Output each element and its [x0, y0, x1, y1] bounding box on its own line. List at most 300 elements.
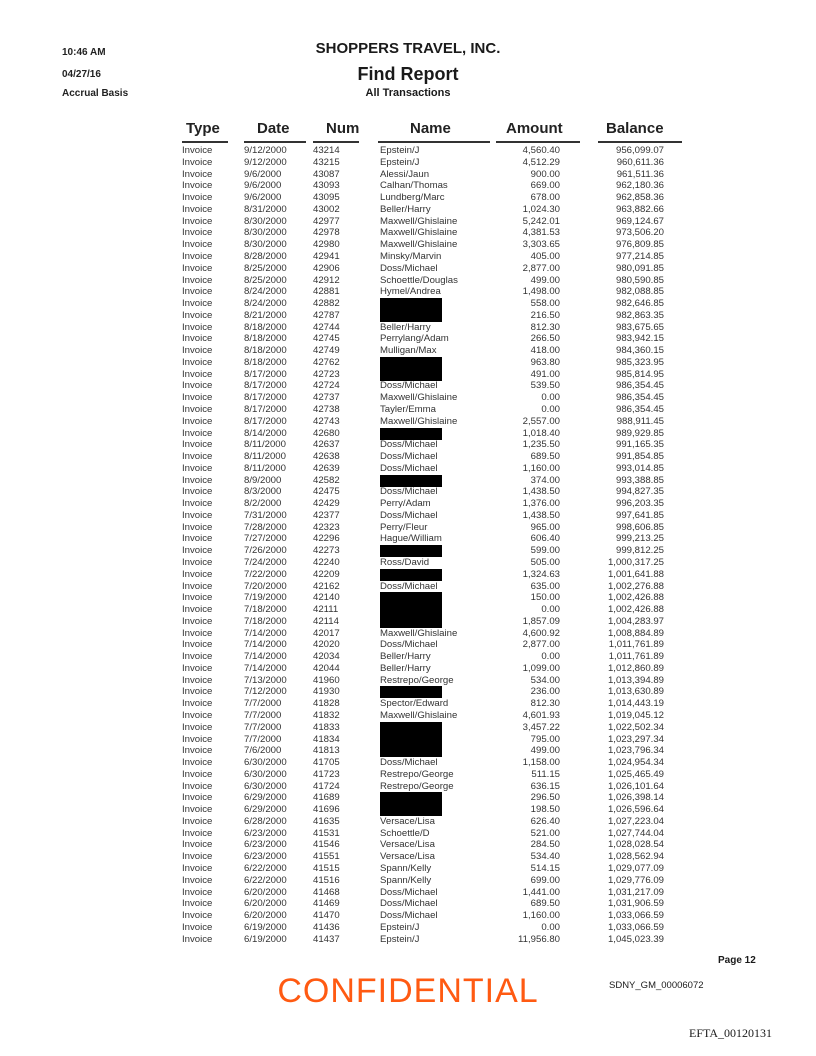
cell-type: Invoice	[182, 345, 213, 357]
cell-num: 41515	[313, 863, 340, 874]
cell-date: 8/11/2000	[244, 439, 286, 451]
cell-date: 8/28/2000	[244, 250, 287, 262]
cell-date: 6/28/2000	[244, 815, 287, 827]
cell-type: Invoice	[182, 286, 213, 298]
cell-num: 41832	[313, 710, 340, 721]
cell-amount: 900.00	[530, 168, 560, 180]
cell-date: 8/24/2000	[244, 286, 287, 298]
cell-num: 41834	[313, 733, 340, 745]
cell-date: 8/3/2000	[244, 486, 282, 498]
cell-amount: 2,877.00	[522, 262, 560, 274]
cell-type: Invoice	[182, 356, 213, 368]
redaction-box	[380, 616, 442, 628]
cell-num: 42240	[313, 557, 340, 568]
cell-type: Invoice	[182, 545, 213, 557]
table-row	[0, 322, 816, 333]
cell-name: Doss/Michael	[380, 462, 438, 474]
cell-date: 8/18/2000	[244, 345, 287, 357]
cell-balance: 984,360.15	[615, 345, 664, 357]
header-rule-type	[182, 141, 228, 143]
cell-num: 43214	[313, 145, 340, 156]
cell-balance: 985,814.95	[615, 368, 664, 380]
cell-type: Invoice	[182, 780, 213, 792]
cell-type: Invoice	[182, 156, 213, 168]
cell-balance: 1,027,223.04	[607, 815, 664, 827]
cell-date: 6/29/2000	[244, 804, 287, 816]
cell-num: 42296	[313, 533, 340, 545]
header-rule-num	[313, 141, 359, 143]
cell-type: Invoice	[182, 674, 213, 686]
confidential-stamp: CONFIDENTIAL	[277, 972, 539, 1010]
cell-balance: 1,027,744.04	[607, 827, 664, 839]
cell-type: Invoice	[182, 474, 213, 486]
cell-num: 42881	[313, 286, 340, 298]
cell-type: Invoice	[182, 498, 213, 510]
cell-num: 41828	[313, 698, 340, 710]
redaction-box	[380, 545, 442, 557]
table-row	[0, 498, 816, 509]
table-row	[0, 639, 816, 650]
cell-name: Restrepo/George	[380, 780, 454, 792]
cell-amount: 0.00	[541, 651, 560, 663]
cell-name: Doss/Michael	[380, 886, 438, 898]
cell-date: 8/17/2000	[244, 380, 287, 392]
cell-name: Doss/Michael	[380, 439, 438, 451]
cell-type: Invoice	[182, 886, 213, 898]
cell-num: 42762	[313, 356, 340, 368]
table-row	[0, 416, 816, 427]
cell-amount: 216.50	[530, 309, 560, 321]
cell-amount: 635.00	[530, 580, 560, 592]
cell-type: Invoice	[182, 309, 213, 321]
table-row	[0, 263, 816, 274]
table-row	[0, 581, 816, 592]
cell-type: Invoice	[182, 804, 213, 816]
cell-balance: 991,165.35	[615, 439, 664, 451]
page-number: Page 12	[718, 955, 756, 966]
cell-date: 7/13/2000	[244, 674, 287, 686]
cell-name: Restrepo/George	[380, 674, 454, 686]
cell-type: Invoice	[182, 639, 213, 651]
cell-num: 42114	[313, 615, 339, 627]
cell-type: Invoice	[182, 368, 213, 380]
table-row	[0, 345, 816, 356]
redaction-box	[380, 310, 442, 322]
cell-date: 7/7/2000	[244, 710, 282, 721]
header-rule-balance	[598, 141, 682, 143]
cell-balance: 1,028,562.94	[607, 851, 664, 863]
cell-date: 8/17/2000	[244, 368, 287, 380]
cell-name: Restrepo/George	[380, 768, 454, 780]
cell-num: 42637	[313, 439, 340, 451]
column-header-amount: Amount	[506, 120, 563, 137]
cell-amount: 521.00	[530, 827, 560, 839]
cell-name: Spann/Kelly	[380, 874, 432, 886]
redaction-box	[380, 734, 442, 746]
cell-amount: 4,601.93	[522, 710, 560, 721]
cell-balance: 1,031,217.09	[607, 886, 664, 898]
cell-num: 42724	[313, 380, 340, 392]
cell-name: Versace/Lisa	[380, 815, 435, 827]
cell-name: Spector/Edward	[380, 698, 449, 710]
cell-balance: 1,026,101.64	[607, 780, 664, 792]
table-row	[0, 216, 816, 227]
table-row	[0, 533, 816, 544]
cell-amount: 812.30	[530, 321, 560, 333]
cell-num: 42743	[313, 415, 340, 427]
cell-num: 41546	[313, 839, 340, 851]
cell-amount: 558.00	[530, 298, 560, 309]
cell-date: 6/20/2000	[244, 898, 287, 910]
cell-amount: 1,235.50	[522, 439, 560, 451]
cell-date: 6/29/2000	[244, 792, 287, 804]
cell-balance: 986,354.45	[615, 392, 664, 404]
cell-num: 42680	[313, 427, 340, 439]
cell-amount: 505.00	[530, 557, 560, 568]
table-row	[0, 628, 816, 639]
cell-num: 42140	[313, 592, 340, 604]
cell-amount: 3,303.65	[522, 239, 560, 251]
cell-balance: 1,022,502.34	[607, 721, 664, 733]
cell-type: Invoice	[182, 615, 213, 627]
table-row	[0, 934, 816, 945]
cell-balance: 1,026,596.64	[607, 804, 664, 816]
cell-balance: 1,031,906.59	[607, 898, 664, 910]
cell-name: Maxwell/Ghislaine	[380, 227, 458, 239]
cell-type: Invoice	[182, 533, 213, 545]
cell-amount: 1,158.00	[522, 757, 560, 768]
cell-num: 42111	[313, 604, 339, 615]
cell-type: Invoice	[182, 863, 213, 874]
table-row	[0, 227, 816, 238]
cell-type: Invoice	[182, 145, 213, 156]
table-row	[0, 757, 816, 768]
cell-name: Spann/Kelly	[380, 863, 432, 874]
cell-type: Invoice	[182, 768, 213, 780]
cell-num: 41696	[313, 804, 340, 816]
cell-type: Invoice	[182, 250, 213, 262]
bates-number: SDNY_GM_00006072	[609, 980, 704, 991]
cell-num: 43093	[313, 180, 340, 192]
table-row	[0, 839, 816, 850]
cell-amount: 511.15	[531, 768, 560, 780]
cell-num: 41833	[313, 721, 340, 733]
cell-amount: 1,160.00	[522, 462, 560, 474]
cell-num: 42882	[313, 298, 340, 309]
column-header-balance: Balance	[606, 120, 664, 137]
cell-amount: 965.00	[530, 521, 560, 533]
cell-balance: 1,023,297.34	[607, 733, 664, 745]
cell-date: 9/12/2000	[244, 156, 287, 168]
redaction-box	[380, 592, 442, 604]
cell-balance: 976,809.85	[615, 239, 664, 251]
cell-amount: 491.00	[530, 368, 560, 380]
header-rule-amount	[496, 141, 580, 143]
cell-amount: 626.40	[530, 815, 560, 827]
cell-date: 6/19/2000	[244, 933, 287, 945]
cell-balance: 982,646.85	[615, 298, 664, 309]
cell-amount: 1,498.00	[522, 286, 560, 298]
cell-num: 42209	[313, 568, 340, 580]
table-row	[0, 557, 816, 568]
cell-type: Invoice	[182, 333, 213, 345]
cell-balance: 1,014,443.19	[607, 698, 664, 710]
cell-date: 8/18/2000	[244, 333, 287, 345]
cell-amount: 1,438.50	[522, 486, 560, 498]
report-meta-date: 04/27/16	[62, 69, 101, 80]
table-row	[0, 369, 816, 380]
cell-type: Invoice	[182, 215, 213, 227]
cell-amount: 699.00	[530, 874, 560, 886]
cell-num: 42377	[313, 509, 340, 521]
cell-type: Invoice	[182, 262, 213, 274]
cell-date: 7/31/2000	[244, 509, 287, 521]
cell-balance: 1,029,077.09	[607, 863, 664, 874]
cell-date: 6/30/2000	[244, 757, 287, 768]
cell-balance: 994,827.35	[615, 486, 664, 498]
cell-balance: 1,011,761.89	[608, 651, 664, 663]
cell-num: 42323	[313, 521, 340, 533]
cell-type: Invoice	[182, 839, 213, 851]
cell-balance: 999,213.25	[615, 533, 664, 545]
cell-balance: 977,214.85	[615, 250, 664, 262]
cell-date: 8/25/2000	[244, 262, 287, 274]
table-row	[0, 651, 816, 662]
cell-num: 42787	[313, 309, 340, 321]
cell-balance: 969,124.67	[615, 215, 664, 227]
cell-balance: 991,854.85	[615, 451, 664, 462]
cell-amount: 636.15	[530, 780, 560, 792]
cell-date: 6/20/2000	[244, 910, 287, 921]
cell-type: Invoice	[182, 380, 213, 392]
cell-balance: 999,812.25	[615, 545, 664, 557]
cell-num: 41813	[313, 745, 340, 757]
table-row	[0, 875, 816, 886]
cell-date: 7/14/2000	[244, 651, 287, 663]
cell-type: Invoice	[182, 439, 213, 451]
cell-num: 41930	[313, 686, 340, 698]
cell-balance: 973,506.20	[615, 227, 664, 239]
cell-amount: 963.80	[530, 356, 560, 368]
cell-num: 42723	[313, 368, 340, 380]
redaction-box	[380, 604, 442, 616]
cell-date: 8/18/2000	[244, 356, 287, 368]
cell-amount: 1,857.09	[522, 615, 560, 627]
cell-amount: 0.00	[541, 392, 560, 404]
cell-amount: 374.00	[530, 474, 560, 486]
cell-date: 7/18/2000	[244, 615, 287, 627]
redaction-box	[380, 357, 442, 369]
redaction-box	[380, 686, 442, 698]
cell-name: Alessi/Jaun	[380, 168, 430, 180]
cell-name: Hague/William	[380, 533, 442, 545]
cell-name: Doss/Michael	[380, 898, 438, 910]
report-meta-time: 10:46 AM	[62, 47, 106, 58]
cell-balance: 993,014.85	[615, 462, 664, 474]
cell-date: 7/12/2000	[244, 686, 287, 698]
cell-amount: 534.00	[530, 674, 560, 686]
table-row	[0, 204, 816, 215]
cell-num: 42273	[313, 545, 340, 557]
table-row	[0, 710, 816, 721]
cell-balance: 989,929.85	[615, 427, 664, 439]
cell-type: Invoice	[182, 698, 213, 710]
cell-date: 8/17/2000	[244, 392, 287, 404]
cell-num: 42044	[313, 662, 340, 674]
table-row	[0, 686, 816, 697]
cell-date: 8/17/2000	[244, 415, 287, 427]
cell-type: Invoice	[182, 427, 213, 439]
cell-amount: 11,956.80	[518, 933, 560, 945]
table-row	[0, 816, 816, 827]
cell-amount: 284.50	[530, 839, 560, 851]
cell-date: 7/7/2000	[244, 721, 282, 733]
redaction-box	[380, 428, 442, 440]
cell-num: 42017	[313, 627, 340, 639]
cell-num: 42162	[313, 580, 340, 592]
cell-num: 41436	[313, 921, 340, 933]
cell-type: Invoice	[182, 227, 213, 239]
cell-type: Invoice	[182, 568, 213, 580]
cell-amount: 669.00	[530, 180, 560, 192]
table-row	[0, 451, 816, 462]
cell-amount: 0.00	[541, 604, 560, 615]
cell-name: Epstein/J	[380, 156, 420, 168]
cell-balance: 982,088.85	[615, 286, 664, 298]
table-row	[0, 675, 816, 686]
column-header-name: Name	[410, 120, 451, 137]
cell-amount: 1,024.30	[522, 203, 560, 215]
cell-amount: 296.50	[530, 792, 560, 804]
cell-date: 7/20/2000	[244, 580, 287, 592]
cell-balance: 986,354.45	[615, 403, 664, 415]
cell-num: 43002	[313, 203, 340, 215]
cell-amount: 499.00	[530, 274, 560, 286]
cell-name: Tayler/Emma	[380, 403, 436, 415]
cell-amount: 236.00	[530, 686, 560, 698]
cell-num: 42978	[313, 227, 340, 239]
cell-type: Invoice	[182, 486, 213, 498]
cell-balance: 983,675.65	[615, 321, 664, 333]
cell-amount: 2,877.00	[522, 639, 560, 651]
cell-amount: 795.00	[530, 733, 560, 745]
cell-date: 7/27/2000	[244, 533, 287, 545]
cell-balance: 996,203.35	[615, 498, 664, 510]
cell-amount: 4,600.92	[522, 627, 560, 639]
table-row	[0, 592, 816, 603]
cell-date: 9/6/2000	[244, 180, 282, 192]
cell-date: 8/24/2000	[244, 298, 287, 309]
cell-name: Versace/Lisa	[380, 839, 435, 851]
cell-type: Invoice	[182, 451, 213, 462]
cell-num: 42034	[313, 651, 340, 663]
cell-name: Beller/Harry	[380, 662, 431, 674]
cell-num: 41635	[313, 815, 340, 827]
table-row	[0, 887, 816, 898]
cell-balance: 1,029,776.09	[607, 874, 664, 886]
cell-balance: 985,323.95	[615, 356, 664, 368]
table-row	[0, 781, 816, 792]
cell-name: Minsky/Marvin	[380, 250, 442, 262]
cell-type: Invoice	[182, 239, 213, 251]
table-row	[0, 510, 816, 521]
cell-amount: 1,099.00	[522, 662, 560, 674]
cell-date: 7/26/2000	[244, 545, 287, 557]
cell-date: 6/22/2000	[244, 863, 287, 874]
table-row	[0, 616, 816, 627]
cell-type: Invoice	[182, 651, 213, 663]
cell-type: Invoice	[182, 933, 213, 945]
cell-balance: 1,002,426.88	[607, 604, 664, 615]
efta-number: EFTA_00120131	[689, 1026, 773, 1040]
cell-amount: 1,018.40	[522, 427, 560, 439]
cell-date: 6/20/2000	[244, 886, 287, 898]
cell-balance: 980,590.85	[615, 274, 664, 286]
cell-balance: 986,354.45	[615, 380, 664, 392]
table-row	[0, 545, 816, 556]
cell-type: Invoice	[182, 815, 213, 827]
table-row	[0, 910, 816, 921]
cell-num: 42475	[313, 486, 340, 498]
cell-type: Invoice	[182, 686, 213, 698]
cell-balance: 1,004,283.97	[607, 615, 664, 627]
cell-date: 8/17/2000	[244, 403, 287, 415]
cell-type: Invoice	[182, 745, 213, 757]
table-row	[0, 863, 816, 874]
cell-name: Calhan/Thomas	[380, 180, 448, 192]
cell-balance: 982,863.35	[615, 309, 664, 321]
cell-name: Perry/Adam	[380, 498, 431, 510]
cell-amount: 418.00	[530, 345, 560, 357]
cell-date: 8/25/2000	[244, 274, 287, 286]
cell-num: 41437	[313, 933, 340, 945]
cell-date: 9/12/2000	[244, 145, 287, 156]
cell-amount: 689.50	[530, 451, 560, 462]
cell-balance: 962,180.36	[615, 180, 664, 192]
table-row	[0, 192, 816, 203]
cell-num: 41516	[313, 874, 340, 886]
cell-type: Invoice	[182, 662, 213, 674]
cell-date: 8/18/2000	[244, 321, 287, 333]
cell-amount: 606.40	[530, 533, 560, 545]
header-rule-name	[378, 141, 490, 143]
cell-amount: 499.00	[530, 745, 560, 757]
cell-balance: 961,511.36	[616, 168, 664, 180]
cell-balance: 1,024,954.34	[607, 757, 664, 768]
cell-amount: 1,438.50	[522, 509, 560, 521]
cell-type: Invoice	[182, 604, 213, 615]
cell-amount: 1,324.63	[522, 568, 560, 580]
cell-type: Invoice	[182, 509, 213, 521]
cell-date: 8/2/2000	[244, 498, 282, 510]
cell-name: Doss/Michael	[380, 486, 438, 498]
table-row	[0, 828, 816, 839]
cell-balance: 1,001,641.88	[607, 568, 664, 580]
cell-name: Maxwell/Ghislaine	[380, 239, 458, 251]
cell-name: Lundberg/Marc	[380, 192, 445, 204]
cell-amount: 4,512.29	[522, 156, 560, 168]
cell-name: Epstein/J	[380, 933, 420, 945]
table-row	[0, 333, 816, 344]
cell-num: 42737	[313, 392, 340, 404]
cell-balance: 1,002,276.88	[607, 580, 664, 592]
cell-balance: 997,641.85	[615, 509, 664, 521]
cell-name: Maxwell/Ghislaine	[380, 710, 458, 721]
cell-date: 8/30/2000	[244, 215, 287, 227]
cell-date: 8/30/2000	[244, 227, 287, 239]
cell-type: Invoice	[182, 592, 213, 604]
redaction-box	[380, 745, 442, 757]
